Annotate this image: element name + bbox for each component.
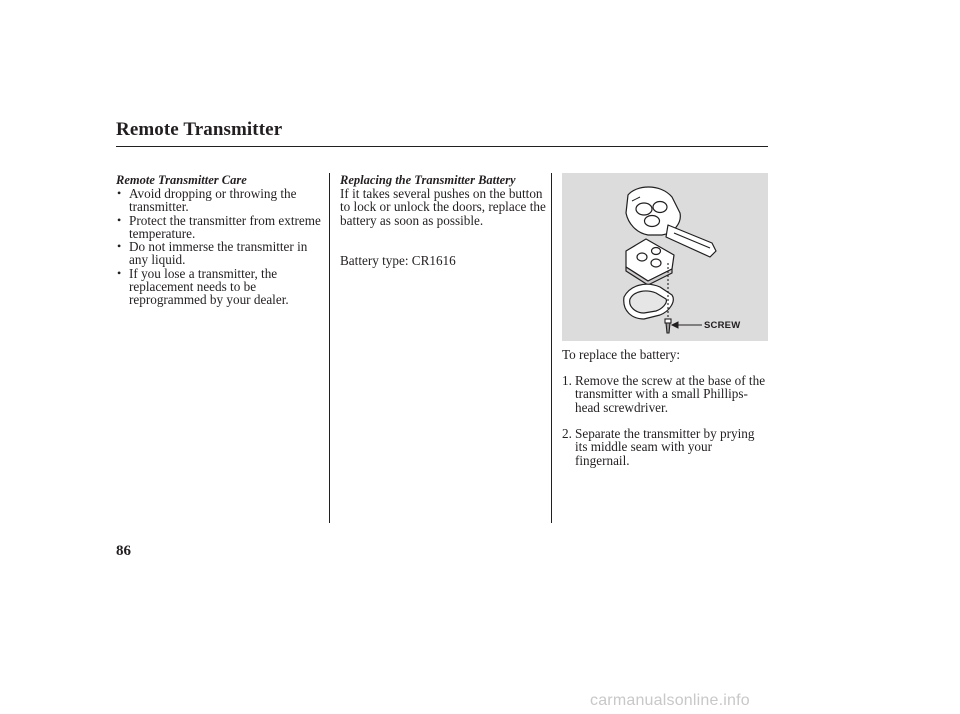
page-title: Remote Transmitter (116, 119, 283, 140)
battery-intro: If it takes several pushes on the button to lock or unlock the doors, replace the battery as soon as possible. (340, 186, 546, 228)
procedure-steps (562, 374, 768, 480)
title-divider (116, 146, 768, 147)
battery-module-icon (626, 239, 674, 285)
column-divider (551, 173, 552, 523)
battery-type: Battery type: CR1616 (340, 253, 456, 268)
exploded-view-illustration (562, 173, 768, 341)
care-bullet: • Protect the transmitter from extreme temperature. (116, 214, 326, 241)
label-leader-line (672, 322, 702, 328)
fob-cover-icon (624, 284, 674, 319)
screw-label: SCREW (704, 320, 741, 331)
site-watermark: carmanualsonline.info (590, 692, 750, 709)
care-bullet: • If you lose a transmitter, the replacement needs to be reprogrammed by your dealer. (116, 267, 326, 307)
procedure-step (562, 427, 768, 467)
procedure-step (562, 374, 768, 414)
procedure-intro: To replace the battery: (562, 347, 681, 362)
care-bullet-list (116, 187, 326, 307)
step-number: 2. (562, 426, 572, 442)
battery-heading: Replacing the Transmitter Battery (340, 173, 516, 187)
care-heading: Remote Transmitter Care (116, 173, 247, 187)
step-text: Separate the transmitter by prying its middle seam with your fingernail. (575, 426, 755, 468)
care-bullet: • Do not immerse the transmitter in any liquid. (116, 240, 326, 267)
page-number: 86 (116, 543, 131, 559)
step-number: 1. (562, 373, 572, 388)
step-text: Remove the screw at the base of the transmitter with a small Phillips-head screwdriver. (575, 373, 766, 415)
column-divider (329, 173, 330, 523)
transmitter-diagram (562, 173, 768, 341)
care-bullet: • Avoid dropping or throwing the transmitter. (116, 187, 326, 214)
